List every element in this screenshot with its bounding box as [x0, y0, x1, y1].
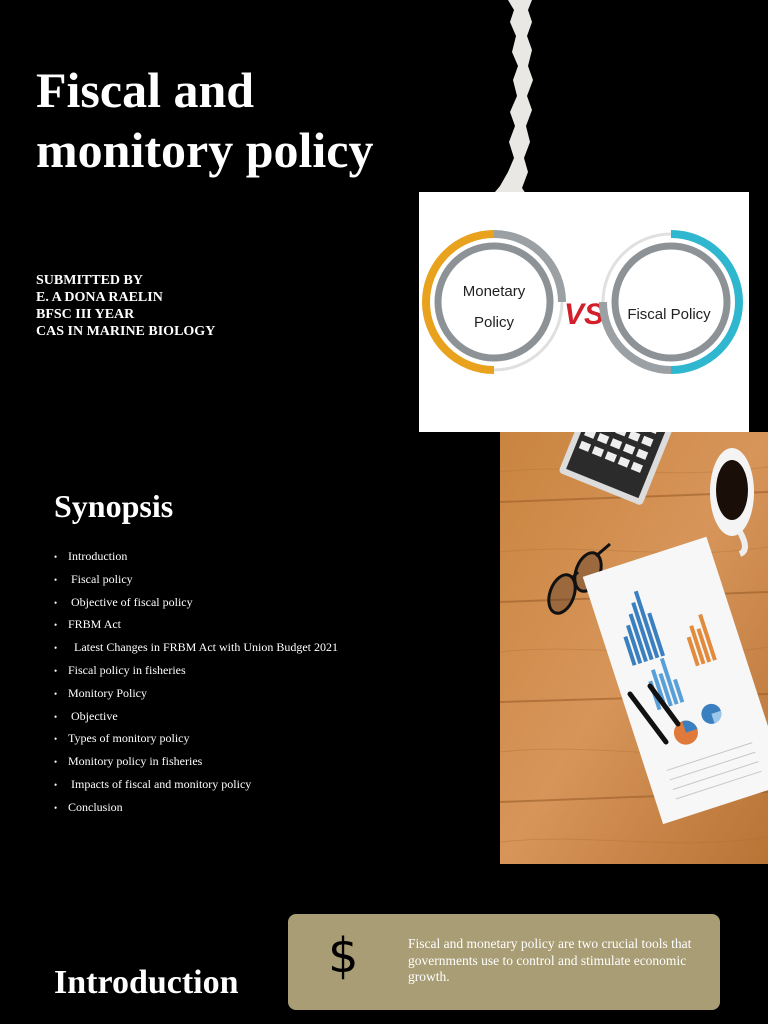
list-item: • Conclusion [54, 799, 123, 814]
list-item: • Introduction [54, 549, 128, 563]
introduction-callout [288, 914, 720, 1010]
dollar-icon: $ [328, 928, 359, 984]
list-item: • Types of monitory policy [54, 731, 190, 746]
list-item: • Monitory policy in fisheries [54, 754, 203, 769]
list-item: • Objective of fiscal policy [54, 594, 193, 609]
list-item: • Impacts of fiscal and monitory policy [54, 776, 252, 791]
monetary-label: Monetary [462, 283, 526, 300]
author-name: E. A DONA RAELIN [36, 290, 163, 305]
policy-label: Policy [473, 314, 515, 331]
author-institution: CAS IN MARINE BIOLOGY [36, 324, 216, 339]
list-item: • FRBM Act [54, 617, 122, 632]
callout-text: Fiscal and monetary policy are two crucial tools that governments use to control and stimulate economic growth. [408, 936, 692, 984]
presentation-title: Fiscal and monitory policy [36, 62, 374, 178]
list-item: • Fiscal policy in fisheries [54, 662, 186, 677]
list-item: • Latest Changes in FRBM Act with Union Budget 2021 [54, 640, 338, 655]
submitted-line: SUBMITTED BY [36, 273, 143, 288]
submitted-by-block [36, 272, 215, 340]
introduction-heading: Introduction [54, 964, 239, 1001]
desk-photo [500, 432, 768, 864]
list-item: • Objective [54, 708, 118, 723]
list-item: • Monitory Policy [54, 685, 148, 700]
fiscal-policy-label: Fiscal Policy [627, 306, 711, 323]
vs-text: VS [563, 298, 605, 331]
synopsis-list [54, 546, 338, 820]
monetary-vs-fiscal-image [419, 192, 749, 432]
list-item: • Fiscal policy [54, 571, 133, 586]
title-slide [0, 0, 768, 432]
author-year: BFSC III YEAR [36, 307, 135, 322]
synopsis-heading: Synopsis [54, 488, 174, 524]
